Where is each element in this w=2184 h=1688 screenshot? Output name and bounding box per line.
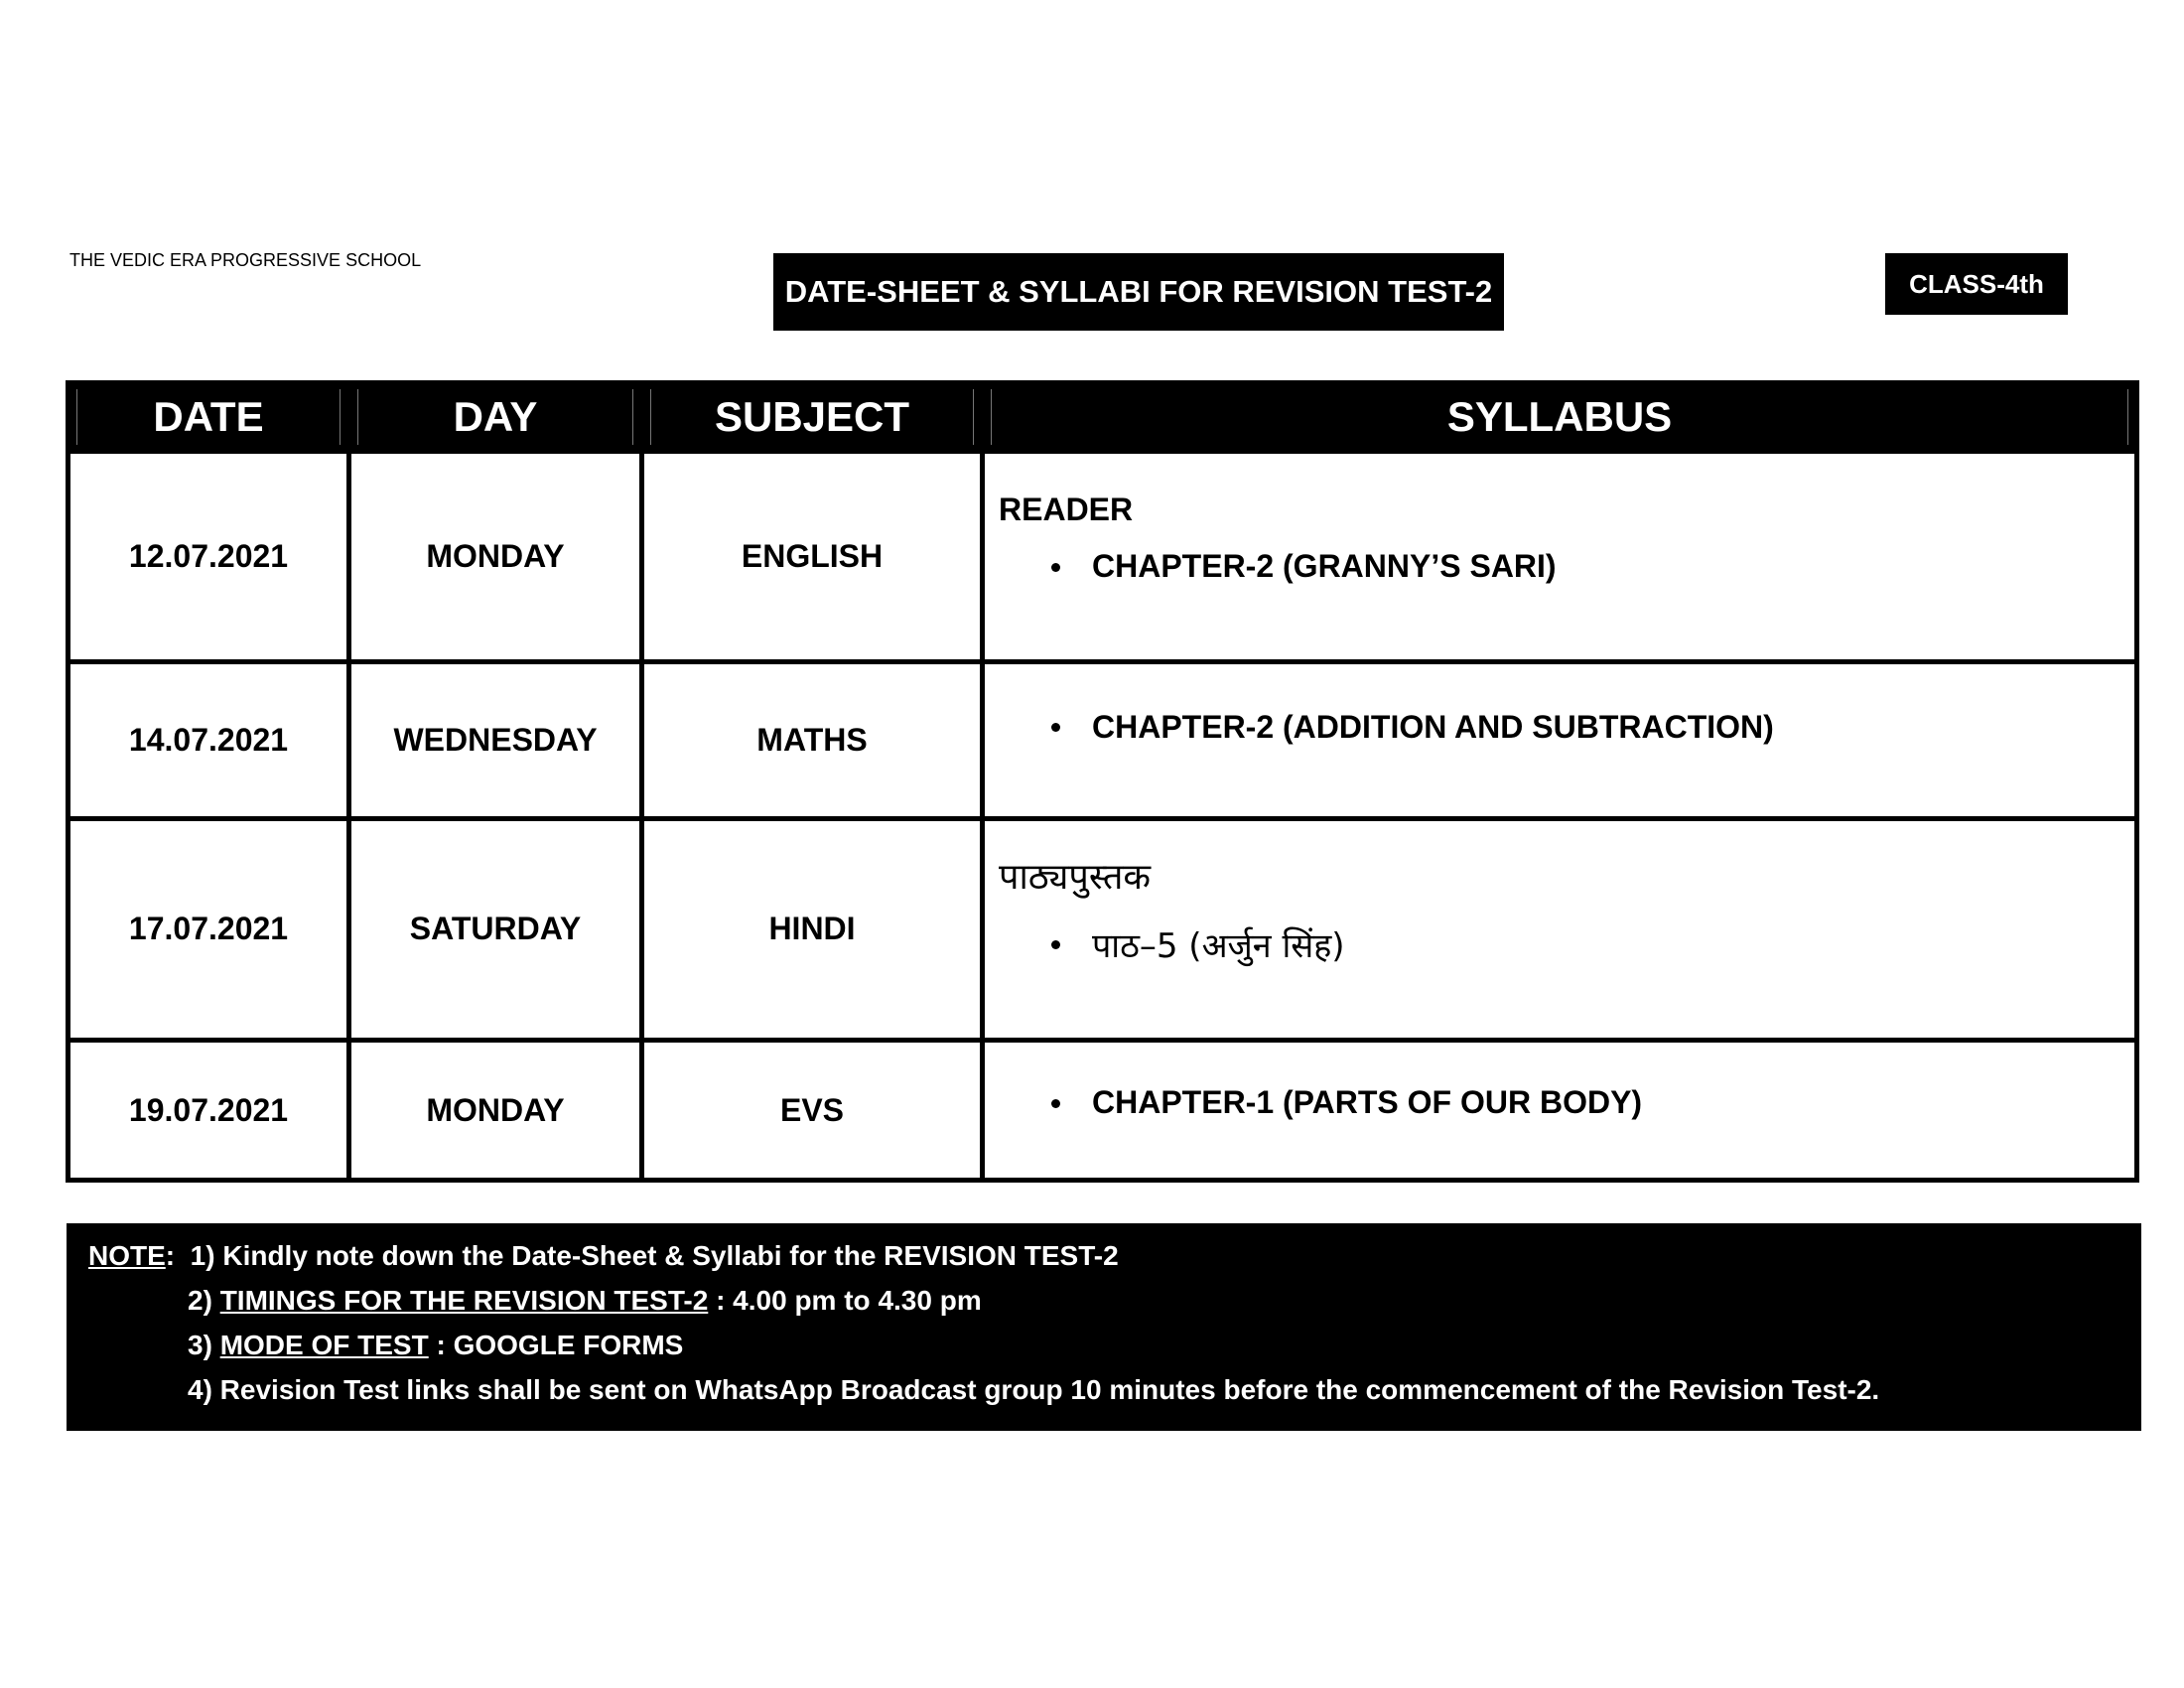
- date-cell: 12.07.2021: [68, 452, 349, 662]
- column-header-date: DATE: [68, 383, 349, 452]
- note-label: NOTE: [88, 1240, 166, 1271]
- note-item-2-rest: : 4.00 pm to 4.30 pm: [708, 1285, 982, 1316]
- syllabus-item: CHAPTER-2 (ADDITION AND SUBTRACTION): [999, 709, 2120, 746]
- note-line-1: [88, 1233, 2119, 1278]
- syllabus-heading: READER: [999, 492, 1134, 527]
- column-header-subject: SUBJECT: [642, 383, 983, 452]
- note-item-4: 4) Revision Test links shall be sent on WhatsApp Broadcast group 10 minutes before the commencement of the Revision Test-2.: [188, 1374, 1880, 1405]
- document-title-text: DATE-SHEET & SYLLABI FOR REVISION TEST-2: [784, 274, 1493, 309]
- syllabus-cell: [983, 452, 2137, 662]
- syllabus-item: CHAPTER-1 (PARTS OF OUR BODY): [999, 1084, 2120, 1121]
- date-sheet-table: [66, 380, 2139, 1183]
- column-header-syllabus: SYLLABUS: [983, 383, 2137, 452]
- day-cell: MONDAY: [349, 452, 642, 662]
- note-item-3-underlined: MODE OF TEST: [219, 1330, 429, 1360]
- syllabus-item: पाठ–5 (अर्जुन सिंह): [999, 921, 2120, 967]
- table-header-row: [68, 383, 2137, 452]
- syllabus-heading: पाठ्यपुस्तक: [999, 856, 1152, 898]
- syllabus-list: [999, 1084, 2120, 1121]
- date-cell: 19.07.2021: [68, 1041, 349, 1181]
- day-cell: WEDNESDAY: [349, 661, 642, 818]
- syllabus-cell: [983, 661, 2137, 818]
- subject-cell: EVS: [642, 1041, 983, 1181]
- syllabus-list: [999, 921, 2120, 967]
- note-item-2-prefix: 2): [188, 1285, 220, 1316]
- date-cell: 17.07.2021: [68, 818, 349, 1041]
- syllabus-list: [999, 548, 2120, 585]
- note-box: [67, 1223, 2141, 1431]
- table-row: [68, 452, 2137, 662]
- note-item-2-underlined: TIMINGS FOR THE REVISION TEST-2: [219, 1285, 709, 1316]
- syllabus-item: CHAPTER-2 (GRANNY’S SARI): [999, 548, 2120, 585]
- note-item-1: 1) Kindly note down the Date-Sheet & Syllabi for the REVISION TEST-2: [190, 1240, 1119, 1271]
- day-cell: MONDAY: [349, 1041, 642, 1181]
- note-item-3-prefix: 3): [188, 1330, 220, 1360]
- subject-cell: ENGLISH: [642, 452, 983, 662]
- syllabus-cell: [983, 1041, 2137, 1181]
- note-colon: :: [165, 1240, 191, 1271]
- class-label: [1885, 253, 2068, 315]
- table-row: [68, 818, 2137, 1041]
- subject-cell: HINDI: [642, 818, 983, 1041]
- table-row: [68, 1041, 2137, 1181]
- day-cell: SATURDAY: [349, 818, 642, 1041]
- school-name: THE VEDIC ERA PROGRESSIVE SCHOOL: [69, 250, 422, 270]
- note-line-3: [88, 1323, 2119, 1367]
- date-cell: 14.07.2021: [68, 661, 349, 818]
- subject-cell: MATHS: [642, 661, 983, 818]
- class-label-text: CLASS-4th: [1909, 268, 2044, 299]
- syllabus-cell: [983, 818, 2137, 1041]
- syllabus-list: [999, 709, 2120, 746]
- note-line-2: [88, 1278, 2119, 1323]
- column-header-day: DAY: [349, 383, 642, 452]
- note-line-4: [88, 1367, 2119, 1412]
- note-item-3-rest: : GOOGLE FORMS: [428, 1330, 684, 1360]
- document-title: [773, 253, 1504, 331]
- table-row: [68, 661, 2137, 818]
